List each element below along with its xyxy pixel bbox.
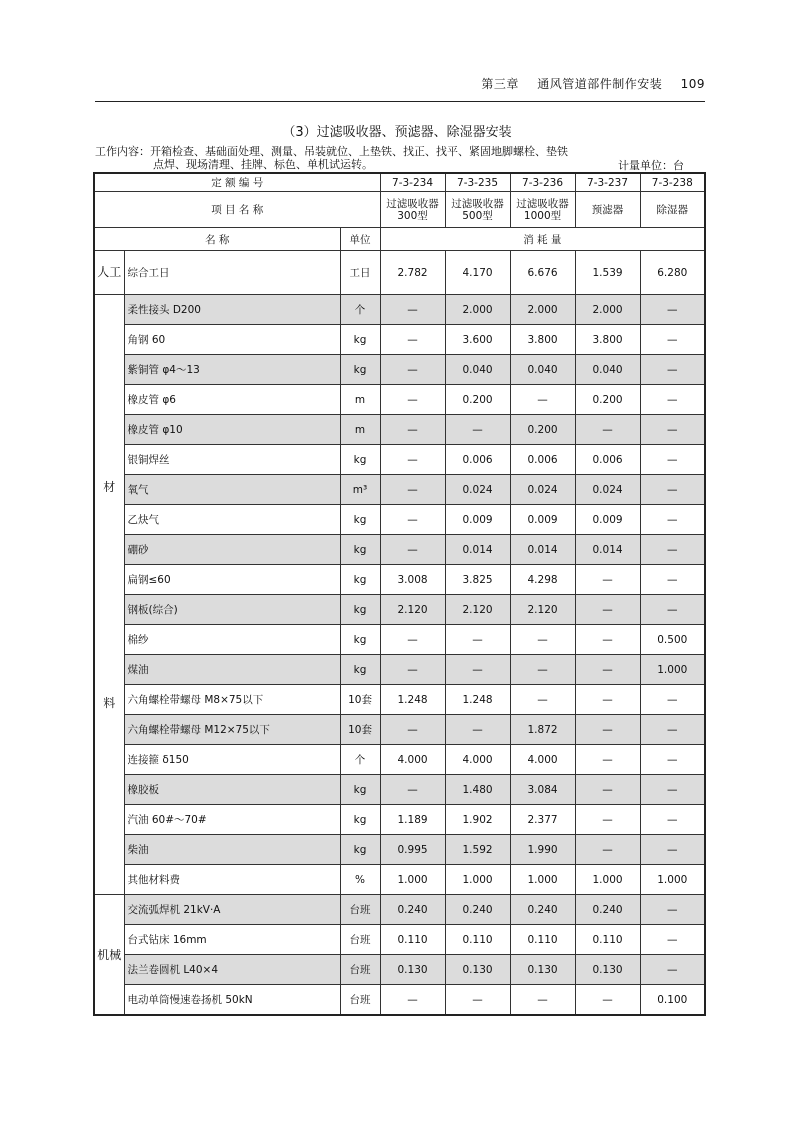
- unit-cell: kg: [340, 775, 380, 805]
- value-cell: 1.000: [445, 865, 510, 895]
- value-cell: 3.008: [380, 565, 445, 595]
- table-row: [94, 925, 705, 955]
- item-name: 煤油: [124, 655, 340, 685]
- value-cell: —: [380, 505, 445, 535]
- table-row: [94, 295, 705, 325]
- table-row: [94, 895, 705, 925]
- table-row: [94, 445, 705, 475]
- table-row: [94, 475, 705, 505]
- unit-cell: kg: [340, 595, 380, 625]
- work-content-line2: 点焊、现场清理、挂牌、标色、单机试运转。: [153, 158, 373, 171]
- value-cell: 1.000: [640, 655, 705, 685]
- value-cell: —: [510, 685, 575, 715]
- value-cell: 0.024: [445, 475, 510, 505]
- item-name: 综合工日: [124, 251, 340, 295]
- item-name-cell: 过滤吸收器 1000型: [510, 192, 575, 228]
- value-cell: 2.377: [510, 805, 575, 835]
- page-number: 109: [680, 77, 705, 91]
- consumption-header: 消 耗 量: [380, 228, 705, 251]
- table-row: [94, 625, 705, 655]
- code-cell: 7-3-237: [575, 173, 640, 192]
- value-cell: —: [380, 985, 445, 1016]
- unit-cell: kg: [340, 625, 380, 655]
- value-cell: 0.200: [575, 385, 640, 415]
- value-cell: 2.120: [510, 595, 575, 625]
- item-name: 角钢 60: [124, 325, 340, 355]
- table-row: [94, 535, 705, 565]
- table-row: [94, 955, 705, 985]
- value-cell: —: [640, 385, 705, 415]
- value-cell: 3.800: [575, 325, 640, 355]
- item-name: 钢板(综合): [124, 595, 340, 625]
- unit-cell: kg: [340, 535, 380, 565]
- value-cell: 0.040: [445, 355, 510, 385]
- value-cell: —: [445, 985, 510, 1016]
- value-cell: 1.248: [380, 685, 445, 715]
- page-header: [95, 75, 705, 95]
- table-row: [94, 251, 705, 295]
- item-name: 交流弧焊机 21kV·A: [124, 895, 340, 925]
- value-cell: 4.170: [445, 251, 510, 295]
- value-cell: —: [575, 685, 640, 715]
- unit-cell: m: [340, 385, 380, 415]
- unit-cell: kg: [340, 325, 380, 355]
- value-cell: —: [380, 445, 445, 475]
- value-cell: 0.040: [510, 355, 575, 385]
- code-row: [94, 173, 705, 192]
- value-cell: —: [640, 445, 705, 475]
- value-cell: 0.040: [575, 355, 640, 385]
- value-cell: —: [640, 715, 705, 745]
- value-cell: —: [640, 505, 705, 535]
- value-cell: —: [640, 325, 705, 355]
- value-cell: 4.000: [510, 745, 575, 775]
- value-cell: —: [640, 295, 705, 325]
- value-cell: —: [640, 595, 705, 625]
- value-cell: —: [640, 805, 705, 835]
- item-label: 项 目 名 称: [94, 192, 380, 228]
- value-cell: 1.872: [510, 715, 575, 745]
- item-name: 法兰卷圆机 L40×4: [124, 955, 340, 985]
- value-cell: 1.902: [445, 805, 510, 835]
- unit-cell: kg: [340, 355, 380, 385]
- category-label: 材 料: [94, 295, 124, 895]
- value-cell: —: [575, 715, 640, 745]
- value-cell: 2.120: [445, 595, 510, 625]
- value-cell: —: [380, 415, 445, 445]
- value-cell: 1.592: [445, 835, 510, 865]
- value-cell: 0.130: [575, 955, 640, 985]
- value-cell: —: [640, 685, 705, 715]
- quota-table: [93, 172, 706, 1016]
- unit-cell: 个: [340, 295, 380, 325]
- table-row: [94, 745, 705, 775]
- value-cell: —: [380, 535, 445, 565]
- value-cell: 0.024: [510, 475, 575, 505]
- value-cell: —: [445, 625, 510, 655]
- value-cell: —: [640, 775, 705, 805]
- value-cell: 0.500: [640, 625, 705, 655]
- code-cell: 7-3-234: [380, 173, 445, 192]
- value-cell: 6.280: [640, 251, 705, 295]
- value-cell: —: [380, 655, 445, 685]
- value-cell: 1.990: [510, 835, 575, 865]
- unit-cell: 台班: [340, 955, 380, 985]
- value-cell: —: [640, 745, 705, 775]
- value-cell: —: [575, 415, 640, 445]
- unit-cell: 台班: [340, 985, 380, 1016]
- header-rule: [95, 101, 705, 102]
- value-cell: 0.024: [575, 475, 640, 505]
- value-cell: 6.676: [510, 251, 575, 295]
- item-name: 紫铜管 φ4～13: [124, 355, 340, 385]
- value-cell: —: [575, 565, 640, 595]
- value-cell: —: [640, 355, 705, 385]
- unit-cell: %: [340, 865, 380, 895]
- table-row: [94, 805, 705, 835]
- table-row: [94, 415, 705, 445]
- value-cell: —: [445, 415, 510, 445]
- value-cell: 0.200: [510, 415, 575, 445]
- value-cell: 1.000: [575, 865, 640, 895]
- value-cell: 1.539: [575, 251, 640, 295]
- value-cell: 2.120: [380, 595, 445, 625]
- value-cell: —: [575, 745, 640, 775]
- value-cell: 0.240: [445, 895, 510, 925]
- table-row: [94, 595, 705, 625]
- value-cell: —: [380, 295, 445, 325]
- table-row: [94, 505, 705, 535]
- value-cell: 3.800: [510, 325, 575, 355]
- value-cell: 4.298: [510, 565, 575, 595]
- item-name-cell: 过滤吸收器 500型: [445, 192, 510, 228]
- code-cell: 7-3-238: [640, 173, 705, 192]
- item-name: 柔性接头 D200: [124, 295, 340, 325]
- value-cell: 1.000: [510, 865, 575, 895]
- value-cell: —: [445, 655, 510, 685]
- value-cell: 0.130: [510, 955, 575, 985]
- item-name: 乙炔气: [124, 505, 340, 535]
- section-title: （3）过滤吸收器、预滤器、除湿器安装: [282, 125, 512, 140]
- value-cell: 0.110: [445, 925, 510, 955]
- item-name: 银铜焊丝: [124, 445, 340, 475]
- unit-cell: kg: [340, 565, 380, 595]
- table-row: [94, 655, 705, 685]
- table-row: [94, 385, 705, 415]
- value-cell: —: [380, 715, 445, 745]
- value-cell: 1.189: [380, 805, 445, 835]
- table-row: [94, 565, 705, 595]
- name-column-header: 名 称: [94, 228, 340, 251]
- value-cell: 0.009: [445, 505, 510, 535]
- item-name: 橡胶板: [124, 775, 340, 805]
- value-cell: —: [575, 775, 640, 805]
- item-name: 柴油: [124, 835, 340, 865]
- code-cell: 7-3-235: [445, 173, 510, 192]
- value-cell: —: [640, 955, 705, 985]
- unit-cell: m: [340, 415, 380, 445]
- table-row: [94, 685, 705, 715]
- value-cell: —: [640, 565, 705, 595]
- unit-cell: kg: [340, 655, 380, 685]
- value-cell: —: [575, 625, 640, 655]
- value-cell: 3.084: [510, 775, 575, 805]
- value-cell: 3.600: [445, 325, 510, 355]
- value-cell: 0.006: [510, 445, 575, 475]
- unit-cell: 台班: [340, 925, 380, 955]
- value-cell: 0.014: [445, 535, 510, 565]
- value-cell: —: [640, 895, 705, 925]
- item-name: 橡皮管 φ6: [124, 385, 340, 415]
- value-cell: —: [640, 415, 705, 445]
- value-cell: 2.782: [380, 251, 445, 295]
- table-row: [94, 985, 705, 1016]
- value-cell: 1.000: [640, 865, 705, 895]
- item-name: 六角螺栓带螺母 M12×75以下: [124, 715, 340, 745]
- value-cell: —: [380, 775, 445, 805]
- table-row: [94, 865, 705, 895]
- value-cell: 0.200: [445, 385, 510, 415]
- value-cell: 1.480: [445, 775, 510, 805]
- value-cell: —: [575, 595, 640, 625]
- item-name: 硼砂: [124, 535, 340, 565]
- item-name: 氧气: [124, 475, 340, 505]
- work-content: [95, 145, 695, 171]
- item-name-cell: 预滤器: [575, 192, 640, 228]
- unit-cell: 10套: [340, 685, 380, 715]
- value-cell: —: [510, 625, 575, 655]
- item-name: 电动单筒慢速卷扬机 50kN: [124, 985, 340, 1016]
- value-cell: —: [510, 985, 575, 1016]
- unit-cell: kg: [340, 505, 380, 535]
- value-cell: 0.006: [445, 445, 510, 475]
- column-header-row: [94, 228, 705, 251]
- item-name: 棉纱: [124, 625, 340, 655]
- item-name: 连接箍 δ150: [124, 745, 340, 775]
- value-cell: 4.000: [380, 745, 445, 775]
- code-cell: 7-3-236: [510, 173, 575, 192]
- value-cell: 0.014: [510, 535, 575, 565]
- category-label: 机械: [94, 895, 124, 1016]
- value-cell: 0.110: [510, 925, 575, 955]
- value-cell: —: [380, 355, 445, 385]
- value-cell: —: [575, 805, 640, 835]
- chapter-label: 第三章: [481, 77, 519, 91]
- unit-cell: kg: [340, 445, 380, 475]
- value-cell: 0.009: [575, 505, 640, 535]
- measure-unit: 计量单位：台: [618, 159, 684, 172]
- value-cell: 0.240: [575, 895, 640, 925]
- item-name: 汽油 60#～70#: [124, 805, 340, 835]
- value-cell: 1.000: [380, 865, 445, 895]
- value-cell: 1.248: [445, 685, 510, 715]
- header-text: [467, 75, 705, 92]
- value-cell: 0.240: [380, 895, 445, 925]
- unit-cell: kg: [340, 835, 380, 865]
- unit-cell: 个: [340, 745, 380, 775]
- value-cell: —: [575, 655, 640, 685]
- table-row: [94, 715, 705, 745]
- item-name: 台式钻床 16mm: [124, 925, 340, 955]
- value-cell: —: [640, 475, 705, 505]
- value-cell: 0.100: [640, 985, 705, 1016]
- value-cell: —: [380, 475, 445, 505]
- value-cell: —: [510, 655, 575, 685]
- value-cell: 0.130: [445, 955, 510, 985]
- work-content-line1: 工作内容：开箱检查、基础面处理、测量、吊装就位、上垫铁、找正、找平、紧固地脚螺栓、垫铁: [95, 145, 568, 158]
- value-cell: 2.000: [445, 295, 510, 325]
- value-cell: —: [640, 535, 705, 565]
- value-cell: 4.000: [445, 745, 510, 775]
- item-name: 扁钢≤60: [124, 565, 340, 595]
- value-cell: 2.000: [575, 295, 640, 325]
- value-cell: —: [575, 985, 640, 1016]
- value-cell: 0.009: [510, 505, 575, 535]
- value-cell: 0.240: [510, 895, 575, 925]
- value-cell: —: [510, 385, 575, 415]
- value-cell: —: [380, 385, 445, 415]
- value-cell: —: [380, 625, 445, 655]
- value-cell: 3.825: [445, 565, 510, 595]
- value-cell: 0.014: [575, 535, 640, 565]
- code-label: 定 额 编 号: [94, 173, 380, 192]
- value-cell: —: [640, 925, 705, 955]
- value-cell: 0.130: [380, 955, 445, 985]
- category-label: 人工: [94, 251, 124, 295]
- table-row: [94, 355, 705, 385]
- item-name-cell: 过滤吸收器 300型: [380, 192, 445, 228]
- table-row: [94, 325, 705, 355]
- unit-cell: 10套: [340, 715, 380, 745]
- unit-column-header: 单位: [340, 228, 380, 251]
- value-cell: —: [380, 325, 445, 355]
- unit-cell: 台班: [340, 895, 380, 925]
- table-row: [94, 775, 705, 805]
- value-cell: —: [640, 835, 705, 865]
- value-cell: —: [445, 715, 510, 745]
- value-cell: 0.110: [380, 925, 445, 955]
- item-name-row: [94, 192, 705, 228]
- value-cell: —: [575, 835, 640, 865]
- value-cell: 0.995: [380, 835, 445, 865]
- value-cell: 2.000: [510, 295, 575, 325]
- unit-cell: 工日: [340, 251, 380, 295]
- item-name-cell: 除湿器: [640, 192, 705, 228]
- unit-cell: kg: [340, 805, 380, 835]
- value-cell: 0.006: [575, 445, 640, 475]
- chapter-title: 通风管道部件制作安装: [537, 77, 663, 91]
- unit-cell: m³: [340, 475, 380, 505]
- table-row: [94, 835, 705, 865]
- value-cell: 0.110: [575, 925, 640, 955]
- item-name: 橡皮管 φ10: [124, 415, 340, 445]
- item-name: 六角螺栓带螺母 M8×75以下: [124, 685, 340, 715]
- item-name: 其他材料费: [124, 865, 340, 895]
